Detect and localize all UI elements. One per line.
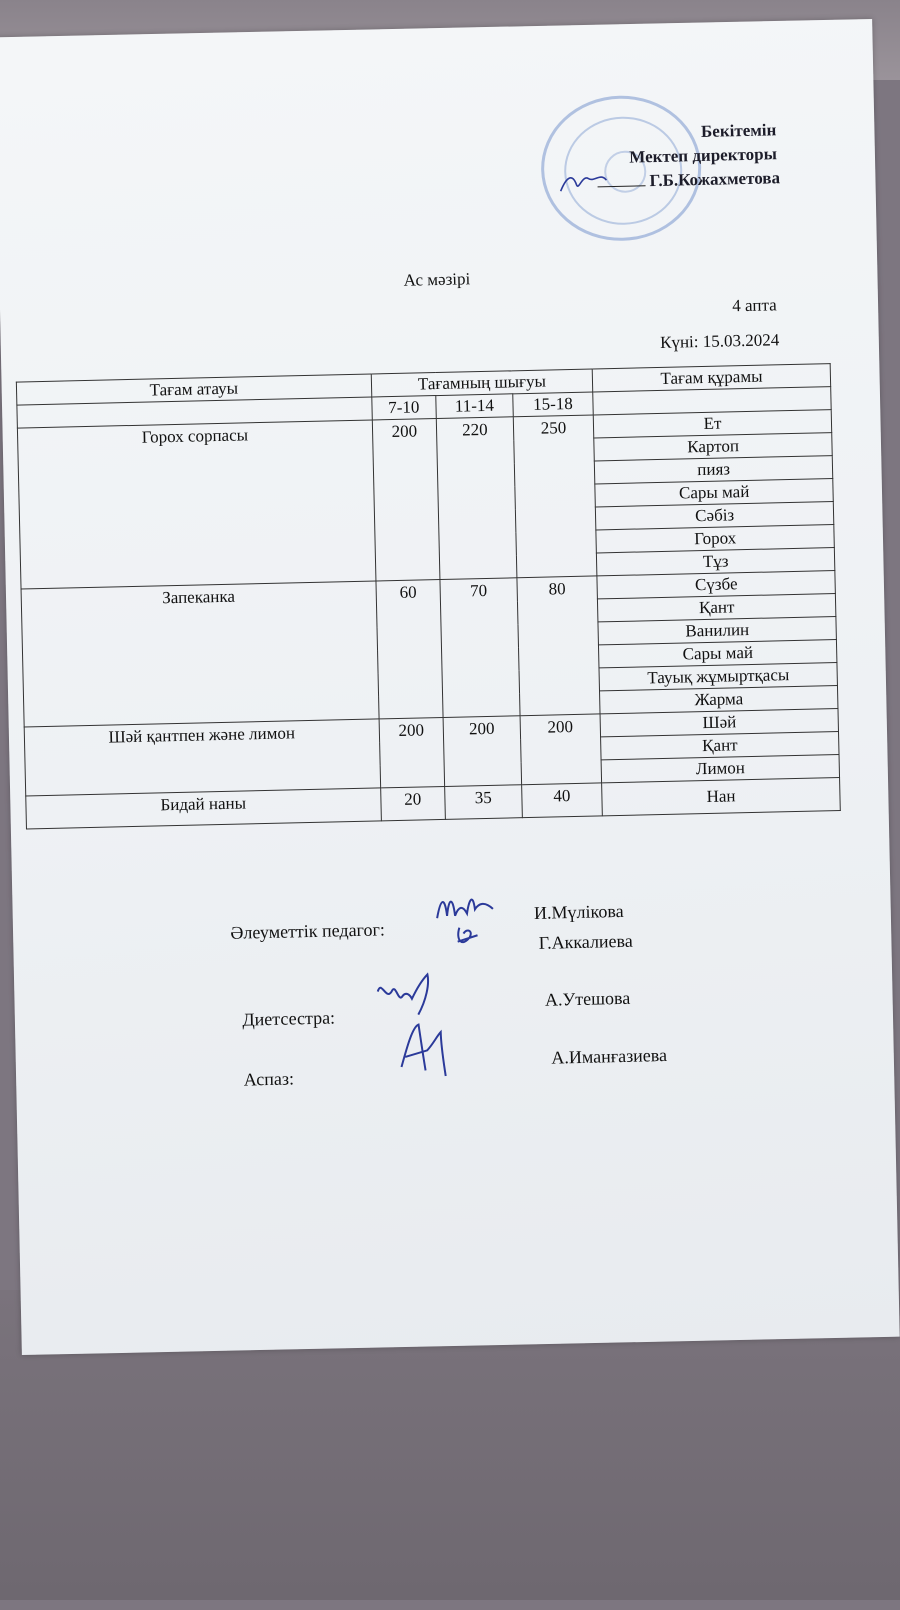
- dish-value: 200: [379, 717, 445, 787]
- approval-line2: Мектеп директоры: [629, 144, 778, 167]
- ingredient: Сәбіз: [596, 502, 834, 530]
- dish-value: 80: [517, 576, 601, 716]
- ingredient: Картоп: [594, 433, 832, 461]
- social-pedagogue-signature: [432, 886, 514, 958]
- age-group: 7-10: [371, 396, 436, 420]
- ingredient: Горох: [596, 525, 834, 553]
- header-dish-name: Тағам атауы: [16, 374, 371, 405]
- ingredient: Сары май: [599, 640, 837, 668]
- ingredient: Нан: [602, 777, 840, 815]
- ingredient: Тұз: [597, 548, 835, 576]
- ingredient: Ванилин: [598, 617, 836, 645]
- dish-value: 200: [520, 714, 602, 785]
- dish-value: 250: [513, 415, 597, 578]
- ingredient: Сары май: [595, 479, 833, 507]
- dish-value: 60: [376, 580, 444, 719]
- ingredient: Шәй: [600, 709, 838, 737]
- week-label: 4 апта: [732, 295, 777, 316]
- age-group: 15-18: [512, 392, 593, 417]
- dish-value: 20: [380, 786, 445, 820]
- cook-signature: [392, 1016, 464, 1088]
- ingredient: Ет: [593, 410, 831, 438]
- document-title: Ас мәзірі: [403, 269, 471, 290]
- dish-name: Шәй қантпен және лимон: [24, 719, 380, 796]
- approval-line1: Бекітемін: [700, 120, 777, 141]
- ingredient: пияз: [595, 456, 833, 484]
- cook-name: А.Иманғазиева: [551, 1044, 668, 1068]
- header-composition: Тағам құрамы: [592, 364, 830, 392]
- ingredient: Сүзбе: [597, 571, 835, 599]
- ingredient: Лимон: [601, 754, 839, 782]
- cook-label: Аспаз:: [243, 1068, 295, 1090]
- dietitian-name: А.Утешова: [544, 987, 631, 1010]
- dish-value: 220: [436, 417, 516, 580]
- dish-value: 35: [445, 785, 522, 820]
- approval-line3: Г.Б.Кожахметова: [649, 168, 781, 191]
- dish-value: 200: [443, 716, 521, 787]
- date-label: Күні: 15.03.2024: [659, 330, 780, 352]
- dish-name: Запеканка: [21, 581, 379, 727]
- social-pedagogue-name: Г.Аккалиева: [538, 930, 634, 953]
- ingredient: Қант: [601, 732, 839, 760]
- dish-value: 70: [440, 578, 520, 718]
- dish-value: 40: [521, 783, 602, 818]
- dish-name: Бидай наны: [26, 788, 381, 829]
- header-output: Тағамның шығуы: [371, 369, 593, 397]
- dish-value: 200: [372, 419, 440, 581]
- ingredient: Тауық жұмыртқасы: [599, 663, 837, 691]
- ingredient: Жарма: [600, 686, 838, 714]
- dietitian-label: Диетсестра:: [242, 1007, 336, 1030]
- dish-name: Горох сорпасы: [17, 420, 375, 589]
- social-pedagogue-label: Әлеуметтік педагог:: [230, 919, 386, 943]
- social-pedagogue-name: И.Мүлікова: [533, 900, 624, 923]
- ingredient: Қант: [598, 594, 836, 622]
- age-group: 11-14: [436, 394, 513, 419]
